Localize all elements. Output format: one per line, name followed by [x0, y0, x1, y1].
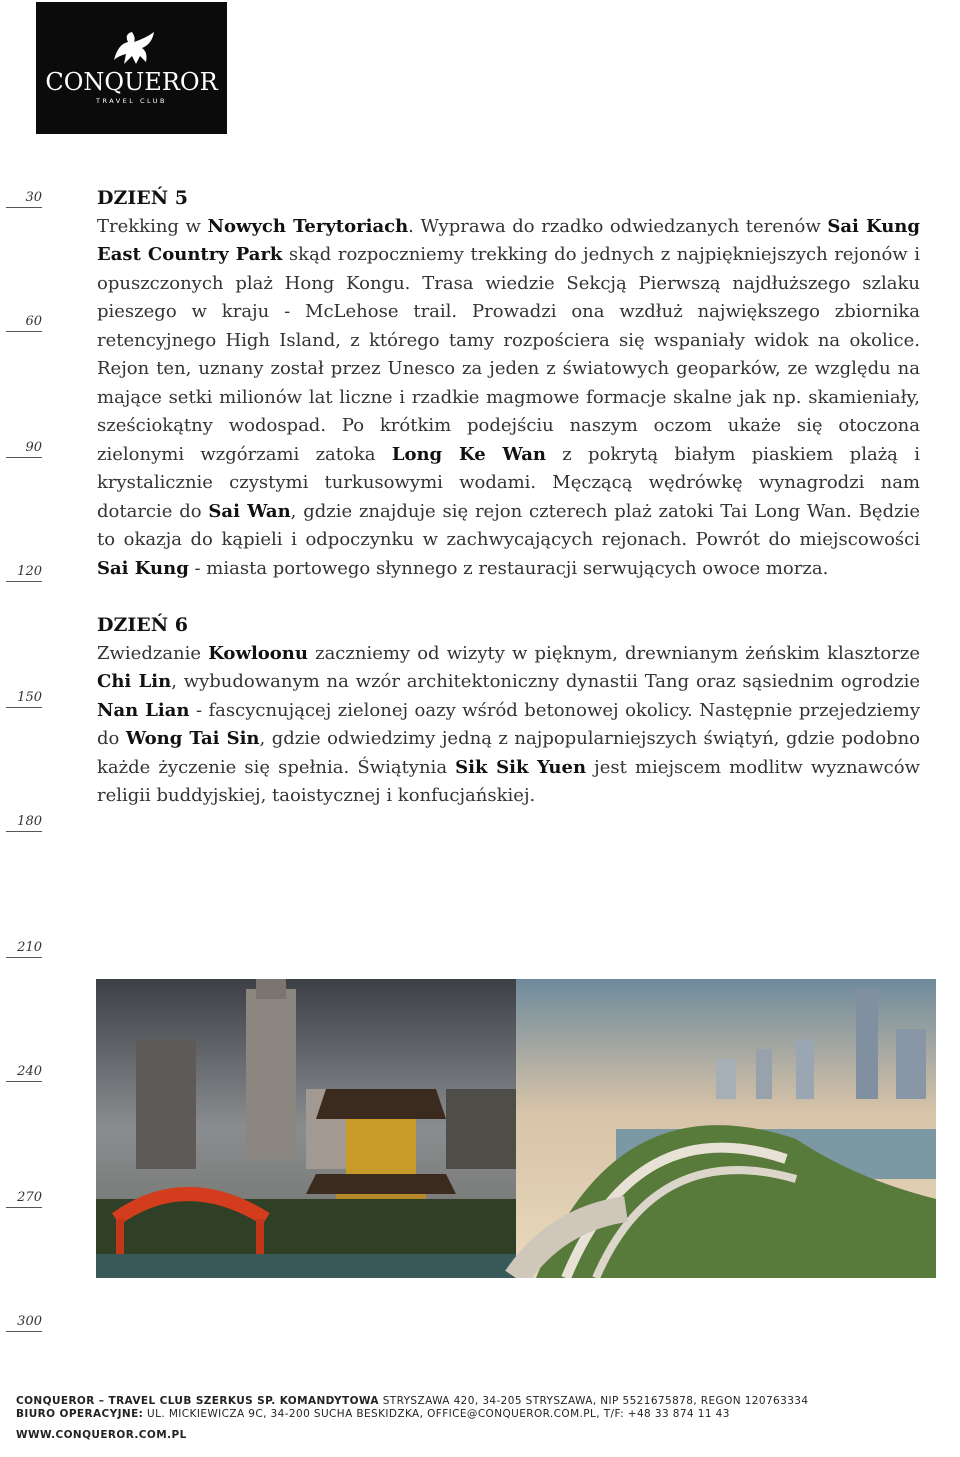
text-run: Zwiedzanie [97, 642, 209, 664]
day-6-description [97, 640, 920, 811]
text-run: skąd rozpoczniemy trekking do jednych z najpiękniejszych rejonów i opuszczonych plaż Hong Kongu. Trasa wiedzie Sekcją Pierwszą najdłuższego szlaku pieszego w kraju - McLehose trail. Prowadzi ona wzdłuż największego zbiornika retencyjnego High Island, z którego tamy rozpościera się wspaniały widok na okolice. Rejon ten, uznany został przez Unesco za jeden z światowych geoparków, ze względu na mające setki milionów lat liczne i rzadkie magmowe formacje skalne jak np. skamieniały, sześciokątny wodospad. Po krótkim podejściu naszym oczom ukaże się otoczona zielonymi wzgórzami zatoka [97, 244, 920, 465]
place-name: Chi Lin [97, 671, 172, 692]
hong-kong-photos [96, 979, 936, 1278]
text-run: , gdzie odwiedzimy jedną z najpopularniejszych świątyń, gdzie podobno każde życzenie się spełnia. Świątynia [97, 728, 920, 778]
page-footer [16, 1395, 946, 1441]
place-name: Sai Kung [97, 557, 189, 579]
place-name: Sai Wan [208, 500, 291, 522]
day-5-title: DZIEŃ 5 [97, 187, 188, 209]
place-name: Wong Tai Sin [125, 728, 260, 749]
photo-strip [96, 979, 936, 1278]
ruler-tick: 90 [6, 440, 42, 458]
chi-lin-nunnery-photo [96, 979, 516, 1278]
text-run: zaczniemy od wizyty w pięknym, drewnianym żeńskim klasztorze [307, 642, 920, 664]
company-name: CONQUEROR – TRAVEL CLUB SZERKUS SP. KOMANDYTOWA [16, 1395, 379, 1407]
place-name: Sai Kung East Country Park [97, 215, 920, 265]
text-run: . Wyprawa do rzadko odwiedzanych terenów [408, 215, 828, 237]
day-5-description [97, 213, 920, 584]
logo-subtitle: TRAVEL CLUB [95, 97, 168, 105]
griffin-icon [106, 30, 158, 68]
ruler-tick: 240 [6, 1064, 42, 1082]
itinerary-content [97, 184, 920, 811]
day-6-section [97, 611, 920, 811]
ruler-tick: 30 [6, 190, 42, 208]
website-link[interactable]: WWW.CONQUEROR.COM.PL [16, 1429, 187, 1441]
ruler-tick: 180 [6, 814, 42, 832]
company-address: STRYSZAWA 420, 34-205 STRYSZAWA, NIP 5521675878, REGON 120763334 [378, 1395, 809, 1407]
conqueror-logo [36, 2, 227, 134]
ruler-tick: 270 [6, 1190, 42, 1208]
company-info [16, 1395, 946, 1407]
text-run: jest miejscem modlitw wyznawców religii buddyjskiej, taoistycznej i konfucjańskiej. [97, 756, 921, 806]
logo-name: CONQUEROR [45, 68, 218, 96]
ruler-tick: 300 [6, 1314, 42, 1332]
text-run: , wybudowanym na wzór architektoniczny dynastii Tang oraz sąsiednim ogrodzie [171, 671, 920, 692]
place-name: Sik Sik Yuen [455, 756, 587, 778]
place-name: Long Ke Wan [391, 443, 546, 465]
place-name: Kowloonu [208, 642, 308, 664]
place-name: Nan Lian [97, 699, 190, 721]
office-info [16, 1408, 946, 1420]
text-run: , gdzie znajduje się rejon czterech plaż zatoki Tai Long Wan. Będzie to okazja do kąpieli i odpoczynku w zachwycających rejonach. Powrót do miejscowości [97, 500, 920, 550]
office-address: UL. MICKIEWICZA 9C, 34-200 SUCHA BESKIDZKA, OFFICE@CONQUEROR.COM.PL, T/F: +48 33 874 11 43 [143, 1408, 730, 1420]
ruler-tick: 150 [6, 690, 42, 708]
place-name: Nowych Terytoriach [207, 215, 409, 237]
ruler-tick: 60 [6, 314, 42, 332]
text-run: - miasta portowego słynnego z restauracji serwujących owoce morza. [188, 557, 829, 579]
margin-ruler [0, 0, 60, 1457]
text-run: Trekking w [97, 215, 208, 237]
harbour-skyline-photo [516, 979, 936, 1278]
office-label: BIURO OPERACYJNE: [16, 1408, 144, 1420]
text-run: - fascycnującej zielonej oazy wśród betonowej okolicy. Następnie przejedziemy do [97, 699, 920, 749]
day-5-section [97, 184, 920, 583]
ruler-tick: 210 [6, 940, 42, 958]
day-6-title: DZIEŃ 6 [97, 614, 188, 636]
text-run: z pokrytą białym piaskiem plażą i krystalicznie czystymi turkusowymi wodami. Męczącą wędrówkę wynagrodzi nam dotarcie do [97, 443, 920, 522]
ruler-tick: 120 [6, 564, 42, 582]
